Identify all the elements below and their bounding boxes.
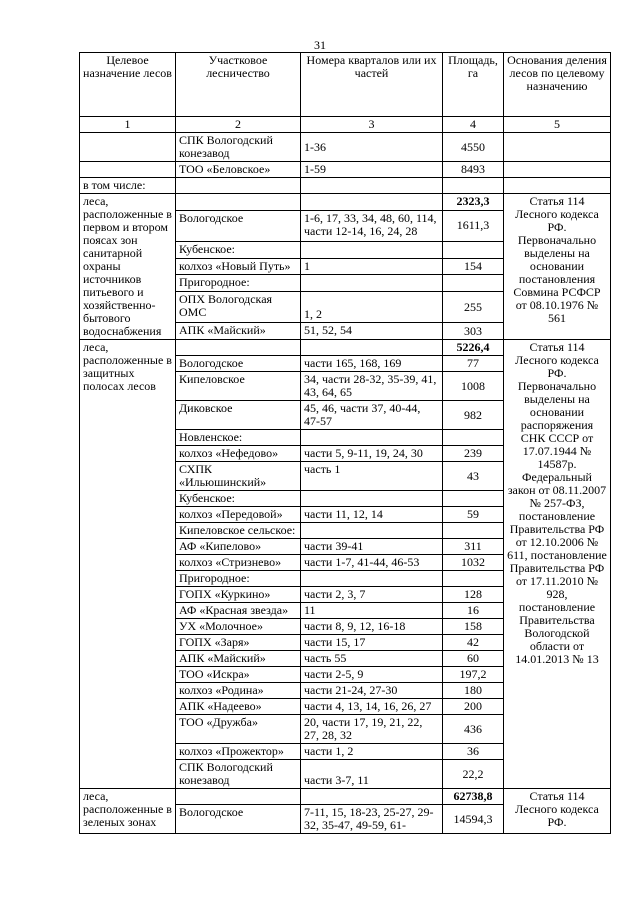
quarters-cell bbox=[301, 571, 443, 587]
area-cell bbox=[443, 430, 504, 446]
forestry-cell: ОПХ Вологодская ОМС bbox=[176, 292, 301, 323]
forestry-cell: колхоз «Передовой» bbox=[176, 507, 301, 523]
forestry-cell: АФ «Красная звезда» bbox=[176, 603, 301, 619]
area-cell: 239 bbox=[443, 446, 504, 462]
forestry-cell: СПК Вологодский конезавод bbox=[176, 133, 301, 162]
forestry-cell: колхоз «Стризнево» bbox=[176, 555, 301, 571]
area-cell: 60 bbox=[443, 651, 504, 667]
area-cell: 180 bbox=[443, 683, 504, 699]
forestry-cell: ТОО «Дружба» bbox=[176, 715, 301, 744]
section-1 bbox=[80, 194, 611, 340]
table-row bbox=[80, 133, 611, 162]
area-cell: 200 bbox=[443, 699, 504, 715]
quarters-cell: 1-6, 17, 33, 34, 48, 60, 114, части 12-14, 16, 24, 28 bbox=[301, 210, 443, 241]
forestry-cell: колхоз «Новый Путь» bbox=[176, 258, 301, 275]
basis-cell bbox=[504, 133, 611, 162]
area-cell: 1611,3 bbox=[443, 210, 504, 241]
section-total-row bbox=[80, 340, 611, 356]
area-cell: 4550 bbox=[443, 133, 504, 162]
forestry-cell: ТОО «Беловское» bbox=[176, 162, 301, 178]
header-area: Площадь, га bbox=[443, 53, 504, 117]
quarters-cell: 20, части 17, 19, 21, 22, 27, 28, 32 bbox=[301, 715, 443, 744]
forestry-cell: Кипеловское bbox=[176, 372, 301, 401]
forestry-cell: АПК «Майский» bbox=[176, 323, 301, 340]
forestry-cell: Пригородное: bbox=[176, 275, 301, 292]
area-cell: 8493 bbox=[443, 162, 504, 178]
quarters-cell: части 1, 2 bbox=[301, 744, 443, 760]
column-number: 5 bbox=[504, 117, 611, 133]
header-basis: Основания деления лесов по целевому назначению bbox=[504, 53, 611, 117]
area-cell: 128 bbox=[443, 587, 504, 603]
column-number: 3 bbox=[301, 117, 443, 133]
quarters-cell bbox=[301, 241, 443, 258]
purpose-cell: леса, расположенные в зеленых зонах bbox=[80, 789, 176, 834]
quarters-cell bbox=[301, 275, 443, 292]
basis-cell bbox=[504, 162, 611, 178]
basis-cell: Статья 114 Лесного кодекса РФ. bbox=[504, 789, 611, 834]
header-forestry: Участковое лесничество bbox=[176, 53, 301, 117]
forestry-cell: АФ «Кипелово» bbox=[176, 539, 301, 555]
quarters-cell: части 15, 17 bbox=[301, 635, 443, 651]
quarters-cell bbox=[301, 430, 443, 446]
forestry-cell: СХПК «Ильюшинский» bbox=[176, 462, 301, 491]
area-cell: 436 bbox=[443, 715, 504, 744]
area-cell: 42 bbox=[443, 635, 504, 651]
area-cell: 22,2 bbox=[443, 760, 504, 789]
quarters-cell: 1-36 bbox=[301, 133, 443, 162]
purpose-cell: леса, расположенные в первом и втором поясах зон санитарной охраны источников питьевого и хозяйственно-бытового водоснабжения bbox=[80, 194, 176, 340]
quarters-cell bbox=[301, 789, 443, 805]
forestry-cell: АПК «Надеево» bbox=[176, 699, 301, 715]
quarters-cell: части 5, 9-11, 19, 24, 30 bbox=[301, 446, 443, 462]
forestry-cell bbox=[176, 194, 301, 211]
purpose-cell bbox=[80, 133, 176, 162]
forestry-cell: Пригородное: bbox=[176, 571, 301, 587]
quarters-cell: части 4, 13, 14, 16, 26, 27 bbox=[301, 699, 443, 715]
column-number: 1 bbox=[80, 117, 176, 133]
purpose-cell: леса, расположенные в защитных полосах лесов bbox=[80, 340, 176, 789]
section-total: 62738,8 bbox=[443, 789, 504, 805]
forestry-cell: СПК Вологодский конезавод bbox=[176, 760, 301, 789]
forestry-cell: колхоз «Прожектор» bbox=[176, 744, 301, 760]
area-cell: 59 bbox=[443, 507, 504, 523]
area-cell bbox=[443, 491, 504, 507]
basis-cell: Статья 114 Лесного кодекса РФ. Первоначально выделены на основании постановления Совмина РСФСР от 08.10.1976 № 561 bbox=[504, 194, 611, 340]
including-row bbox=[80, 178, 611, 194]
quarters-cell: 34, части 28-32, 35-39, 41, 43, 64, 65 bbox=[301, 372, 443, 401]
header-row bbox=[80, 53, 611, 117]
area-cell: 77 bbox=[443, 356, 504, 372]
quarters-cell: части 165, 168, 169 bbox=[301, 356, 443, 372]
top-rows bbox=[80, 133, 611, 178]
forestry-cell: Вологодское bbox=[176, 356, 301, 372]
forestry-cell: Вологодское bbox=[176, 210, 301, 241]
header-quarters: Номера кварталов или их частей bbox=[301, 53, 443, 117]
quarters-cell: часть 1 bbox=[301, 462, 443, 491]
purpose-cell bbox=[80, 162, 176, 178]
forestry-cell: Новленское: bbox=[176, 430, 301, 446]
forestry-cell: Диковское bbox=[176, 401, 301, 430]
section-total-row bbox=[80, 194, 611, 211]
forestry-cell: ГОПХ «Куркино» bbox=[176, 587, 301, 603]
table-row bbox=[80, 162, 611, 178]
area-cell: 982 bbox=[443, 401, 504, 430]
quarters-cell: 7-11, 15, 18-23, 25-27, 29-32, 35-47, 49-59, 61- bbox=[301, 805, 443, 834]
area-cell bbox=[443, 523, 504, 539]
area-cell bbox=[443, 571, 504, 587]
quarters-cell bbox=[301, 523, 443, 539]
forest-purpose-table bbox=[79, 52, 611, 834]
section-total-row bbox=[80, 789, 611, 805]
forestry-cell: Кипеловское сельское: bbox=[176, 523, 301, 539]
area-cell: 1008 bbox=[443, 372, 504, 401]
area-cell: 197,2 bbox=[443, 667, 504, 683]
quarters-cell: части 39-41 bbox=[301, 539, 443, 555]
quarters-cell: 51, 52, 54 bbox=[301, 323, 443, 340]
quarters-cell bbox=[301, 340, 443, 356]
column-number: 4 bbox=[443, 117, 504, 133]
quarters-cell bbox=[301, 194, 443, 211]
area-cell: 43 bbox=[443, 462, 504, 491]
quarters-cell: части 8, 9, 12, 16-18 bbox=[301, 619, 443, 635]
area-cell: 14594,3 bbox=[443, 805, 504, 834]
forestry-cell: колхоз «Нефедово» bbox=[176, 446, 301, 462]
area-cell: 1032 bbox=[443, 555, 504, 571]
section-2 bbox=[80, 340, 611, 789]
quarters-cell: части 21-24, 27-30 bbox=[301, 683, 443, 699]
quarters-cell bbox=[301, 491, 443, 507]
basis-cell: Статья 114 Лесного кодекса РФ. Первоначально выделены на основании распоряжения СНК СССР от 17.07.1944 № 14587р. Федеральный закон от 08.11.2007 № 257-ФЗ, постановление Правительства РФ от 12.10.2006 № 611, постановление Правительства РФ от 17.11.2010 № 928, постановление Правительства Вологодской области от 14.01.2013 № 13 bbox=[504, 340, 611, 789]
forestry-cell: ГОПХ «Заря» bbox=[176, 635, 301, 651]
header-purpose: Целевое назначение лесов bbox=[80, 53, 176, 117]
section-total: 2323,3 bbox=[443, 194, 504, 211]
quarters-cell: части 11, 12, 14 bbox=[301, 507, 443, 523]
forestry-cell: Вологодское bbox=[176, 805, 301, 834]
area-cell: 36 bbox=[443, 744, 504, 760]
quarters-cell: 45, 46, части 37, 40-44, 47-57 bbox=[301, 401, 443, 430]
area-cell: 303 bbox=[443, 323, 504, 340]
area-cell: 311 bbox=[443, 539, 504, 555]
area-cell: 158 bbox=[443, 619, 504, 635]
quarters-cell: части 2-5, 9 bbox=[301, 667, 443, 683]
forestry-cell: Кубенское: bbox=[176, 241, 301, 258]
area-cell: 255 bbox=[443, 292, 504, 323]
including-label: в том числе: bbox=[80, 178, 176, 194]
quarters-cell: 11 bbox=[301, 603, 443, 619]
quarters-cell: 1, 2 bbox=[301, 292, 443, 323]
area-cell bbox=[443, 241, 504, 258]
quarters-cell: 1 bbox=[301, 258, 443, 275]
forestry-cell bbox=[176, 340, 301, 356]
quarters-cell: часть 55 bbox=[301, 651, 443, 667]
column-number-row bbox=[80, 117, 611, 133]
forestry-cell: АПК «Майский» bbox=[176, 651, 301, 667]
section-total: 5226,4 bbox=[443, 340, 504, 356]
quarters-cell: части 1-7, 41-44, 46-53 bbox=[301, 555, 443, 571]
forestry-cell bbox=[176, 789, 301, 805]
forestry-cell: УХ «Молочное» bbox=[176, 619, 301, 635]
area-cell: 16 bbox=[443, 603, 504, 619]
quarters-cell: части 2, 3, 7 bbox=[301, 587, 443, 603]
area-cell bbox=[443, 275, 504, 292]
forestry-cell: колхоз «Родина» bbox=[176, 683, 301, 699]
forestry-cell: Кубенское: bbox=[176, 491, 301, 507]
page-number: 31 bbox=[314, 38, 326, 52]
section-3 bbox=[80, 789, 611, 834]
quarters-cell: части 3-7, 11 bbox=[301, 760, 443, 789]
area-cell: 154 bbox=[443, 258, 504, 275]
quarters-cell: 1-59 bbox=[301, 162, 443, 178]
column-number: 2 bbox=[176, 117, 301, 133]
forestry-cell: ТОО «Искра» bbox=[176, 667, 301, 683]
